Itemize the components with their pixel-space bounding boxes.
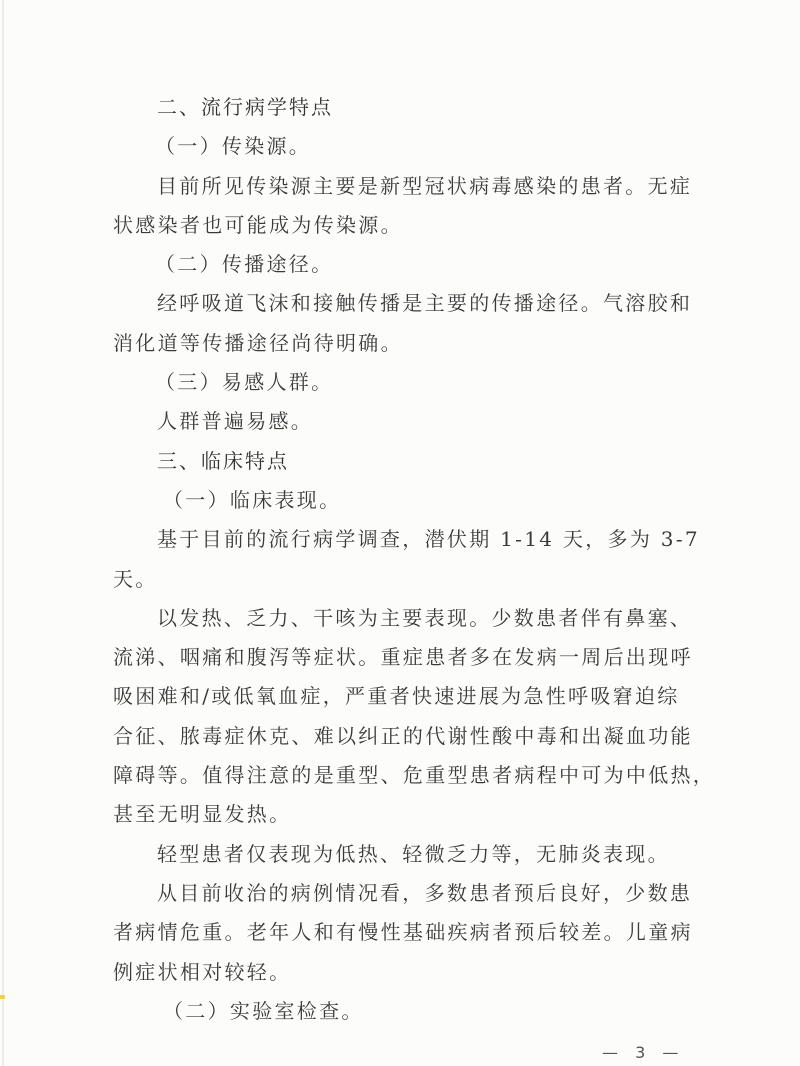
document-body	[113, 88, 716, 1031]
subheading-transmission-route: （二）传播途径。	[155, 252, 334, 277]
paragraph-line: 吸困难和/或低氧血症，严重者快速进展为急性呼吸窘迫综	[113, 684, 680, 709]
scan-edge-line	[2, 0, 4, 1066]
paragraph-line: 人群普遍易感。	[157, 409, 314, 434]
section-heading-epidemiology: 二、流行病学特点	[157, 95, 333, 119]
paragraph-line: 者病情危重。老年人和有慢性基础疾病者预后较差。儿童病	[113, 920, 693, 945]
paragraph-line: 例症状相对较轻。	[113, 959, 292, 984]
subheading-clinical-manifestation: （一）临床表现。	[163, 487, 342, 512]
paragraph-line: 经呼吸道飞沫和接触传播是主要的传播途径。气溶胶和	[157, 291, 693, 316]
paragraph-line: 以发热、乏力、干咳为主要表现。少数患者伴有鼻塞、	[157, 605, 693, 630]
paragraph-line: 流涕、咽痛和腹泻等症状。重症患者多在发病一周后出现呼	[113, 645, 693, 670]
section-heading-clinical: 三、临床特点	[157, 448, 289, 473]
scan-mark	[0, 995, 5, 999]
paragraph-line: 基于目前的流行病学调查，潜伏期 1-14 天，多为 3-7	[157, 527, 700, 552]
paragraph-line: 从目前收治的病例情况看，多数患者预后良好，少数患	[157, 880, 693, 905]
paragraph-line: 障碍等。值得注意的是重型、危重型患者病程中可为中低热，	[113, 763, 716, 788]
paragraph-line: 甚至无明显发热。	[113, 802, 292, 827]
paragraph-line: 合征、脓毒症休克、难以纠正的代谢性酸中毒和出凝血功能	[113, 723, 693, 748]
paragraph-line: 消化道等传播途径尚待明确。	[113, 330, 403, 355]
paragraph-line: 状感染者也可能成为传染源。	[113, 212, 403, 237]
page-number: — 3 —	[602, 1043, 685, 1062]
subheading-infection-source: （一）传染源。	[155, 134, 312, 159]
paragraph-line: 轻型患者仅表现为低热、轻微乏力等，无肺炎表现。	[157, 841, 670, 866]
subheading-lab-tests: （二）实验室检查。	[163, 998, 364, 1023]
paragraph-line: 天。	[113, 566, 158, 591]
paragraph-line: 目前所见传染源主要是新型冠状病毒感染的患者。无症	[157, 173, 693, 198]
subheading-susceptible-population: （三）易感人群。	[155, 370, 334, 395]
